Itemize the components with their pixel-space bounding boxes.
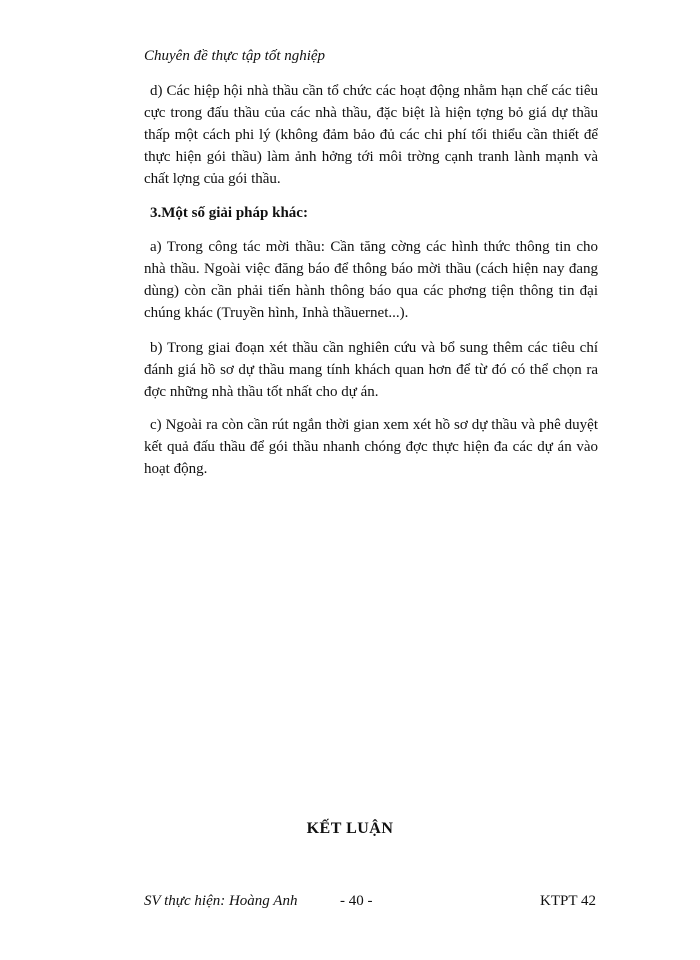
footer-page-number: - 40 - xyxy=(340,893,373,909)
footer-class-code: KTPT 42 xyxy=(540,893,596,909)
paragraph-c-text: c) Ngoài ra còn cần rút ngắn thời gian xem xét hồ sơ dự thầu và phê duyệt kết quả đấu thầu để gói thầu nhanh chóng đợc thực hiện đa các dự án vào hoạt động. xyxy=(144,417,598,477)
footer-author: SV thực hiện: Hoàng Anh xyxy=(144,893,298,909)
paragraph-b-text: b) Trong giai đoạn xét thầu cần nghiên cứu và bổ sung thêm các tiêu chí đánh giá hồ sơ dự thầu mang tính khách quan hơn để từ đó có thể chọn ra đợc những nhà thầu tốt nhất cho dự án. xyxy=(144,340,598,400)
running-header: Chuyên đề thực tập tốt nghiệp xyxy=(144,48,326,64)
paragraph-c xyxy=(144,414,598,480)
paragraph-a xyxy=(144,236,598,324)
section-heading: 3.Một số giải pháp khác: xyxy=(150,205,308,221)
paragraph-d xyxy=(144,80,598,190)
conclusion-heading: KẾT LUẬN xyxy=(306,820,394,837)
paragraph-a-text: a) Trong công tác mời thầu: Cần tăng cờng các hình thức thông tin cho nhà thầu. Ngoài việc đăng báo để thông báo mời thầu (cách hiện nay đang dùng) còn cần phải tiến hành thông báo qua các phơng tiện thông tin đại chúng khác (Truyền hình, Inhà thầuernet...). xyxy=(144,239,598,321)
paragraph-b xyxy=(144,337,598,403)
paragraph-d-text: d) Các hiệp hội nhà thầu cần tổ chức các hoạt động nhằm hạn chế các tiêu cực trong đấu thầu của các nhà thầu, đặc biệt là hiện tợng bỏ giá dự thầu thấp một cách phi lý (không đảm bảo đủ các chi phí tối thiểu cần thiết để thực hiện gói thầu) làm ảnh hởng tới môi trờng cạnh tranh lành mạnh và chất lợng của gói thầu. xyxy=(144,83,598,187)
